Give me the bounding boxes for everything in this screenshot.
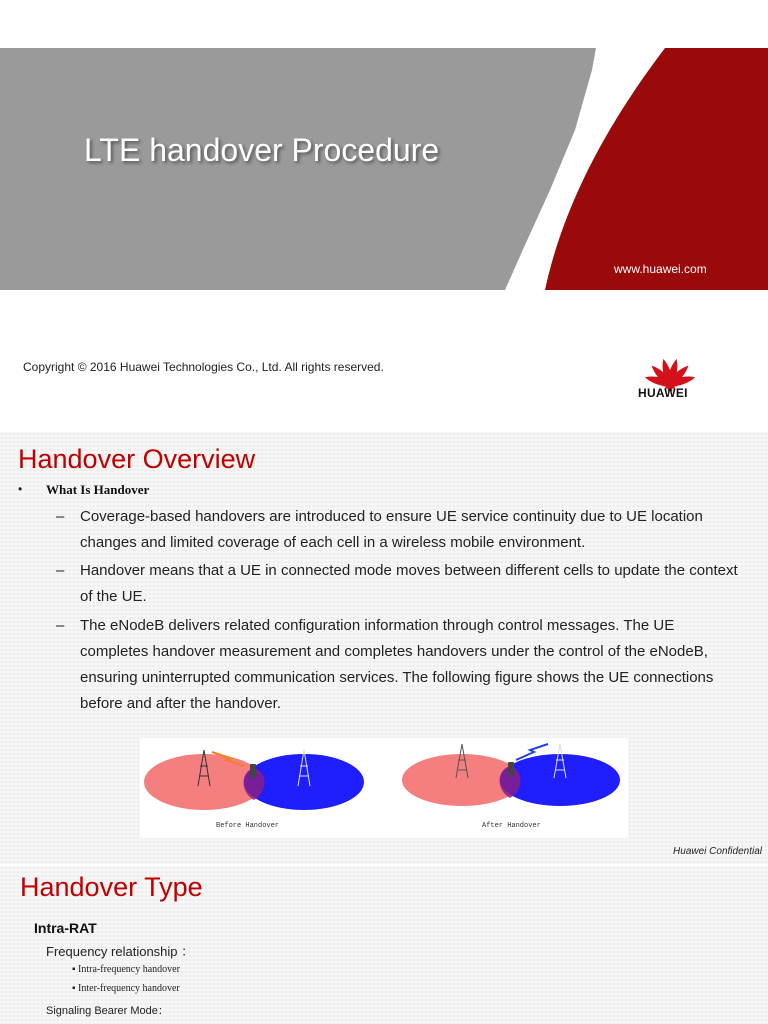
intra-rat-heading: Intra-RAT (34, 920, 97, 936)
sub-list-item (72, 964, 180, 975)
frequency-relationship-label: Frequency relationship ： (46, 944, 195, 959)
handover-type-slide (0, 866, 768, 1024)
dash-item-text: Coverage-based handovers are introduced to ensure UE service continuity due to UE location changes and limited coverage of each cell in a wireless mobile environment. (80, 508, 703, 551)
handover-diagram (140, 738, 628, 838)
dash-marker: – (56, 508, 65, 525)
ue-phone-icon (508, 762, 514, 776)
after-handover-group (402, 744, 620, 806)
slide-title: Handover Overview (18, 444, 256, 474)
square-bullet-icon: ▪ (72, 983, 76, 994)
dash-item (56, 613, 746, 717)
sub-item-text: Inter-frequency handover (78, 983, 180, 994)
cover-title: LTE handover Procedure (84, 132, 440, 168)
after-handover-caption: After Handover (482, 822, 541, 830)
bullet-marker: • (18, 482, 23, 496)
huawei-logo-text: HUAWEI (638, 386, 688, 400)
overview-slide (0, 432, 768, 864)
sub-item-text: Intra-frequency handover (78, 964, 180, 975)
dash-item-text: The eNodeB delivers related configuration information through control messages. The UE completes handover measurement and completes handovers under the control of the eNodeB, ensuring uninterrupted communication services. The following figure shows the UE connections before and after the handover. (80, 617, 714, 712)
dash-item (56, 558, 746, 610)
dash-marker: – (56, 562, 65, 579)
ue-phone-icon (250, 764, 256, 778)
copyright-text: Copyright © 2016 Huawei Technologies Co., Ltd. All rights reserved. (23, 360, 384, 374)
sub-list-item (72, 983, 180, 994)
dash-item (56, 504, 746, 556)
signaling-bearer-label: Signaling Bearer Mode： (46, 1005, 169, 1017)
slide-title: Handover Type (20, 872, 203, 902)
bullet-heading: What Is Handover (46, 482, 150, 497)
before-handover-caption: Before Handover (216, 822, 280, 830)
dash-marker: – (56, 617, 65, 634)
website-url: www.huawei.com (614, 262, 707, 276)
square-bullet-icon: ▪ (72, 964, 76, 975)
dash-item-text: Handover means that a UE in connected mode moves between different cells to update the context of the UE. (80, 562, 738, 605)
handover-figure (140, 738, 628, 838)
confidential-label: Huawei Confidential (673, 846, 762, 857)
before-handover-group (144, 750, 364, 810)
cover-slide (0, 0, 768, 430)
gray-banner-shape (0, 48, 596, 290)
